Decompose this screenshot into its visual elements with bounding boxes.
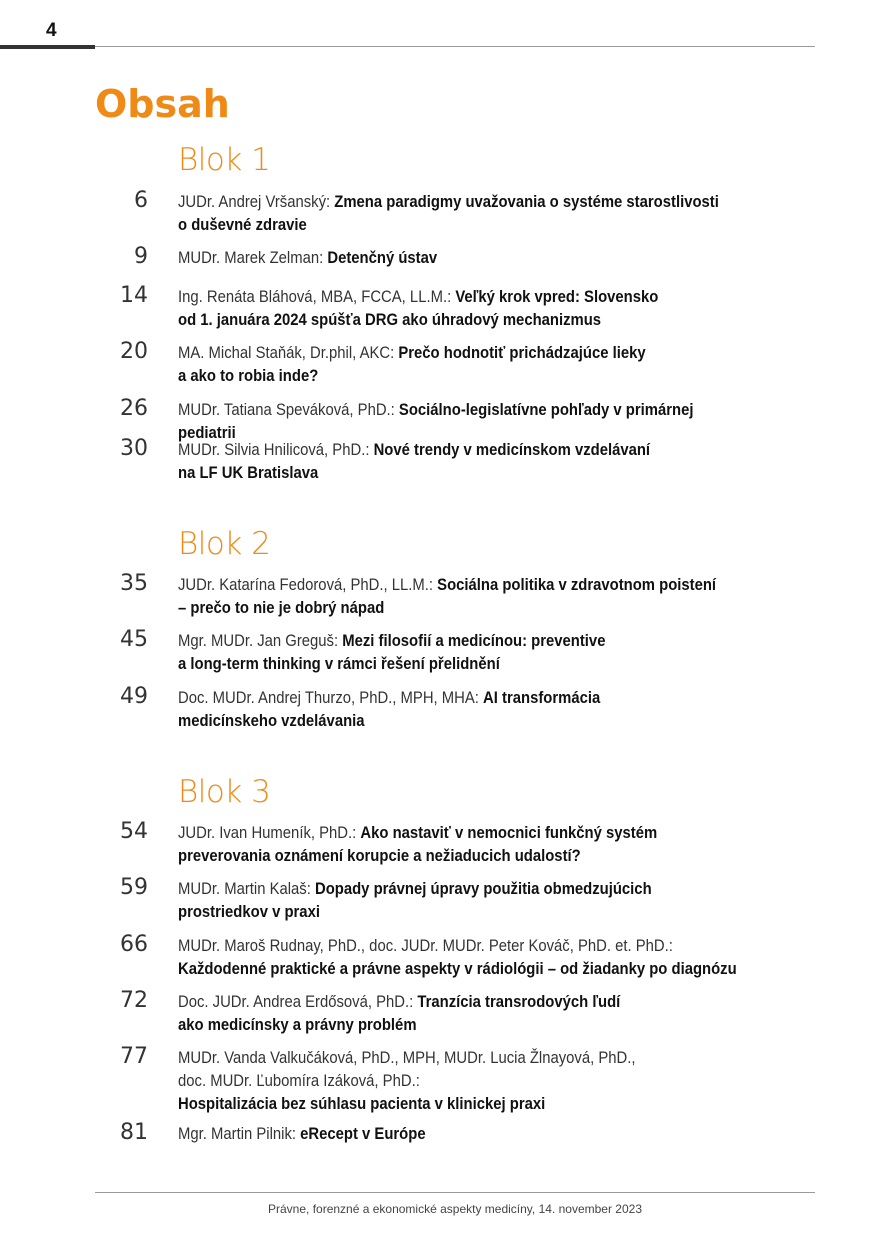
entry-page-number: 14 <box>120 283 148 308</box>
block-heading-3: Blok 3 <box>178 774 271 810</box>
entry-page-number: 72 <box>120 988 148 1013</box>
page-title: Obsah <box>95 82 230 126</box>
entry-title: prostriedkov v praxi <box>178 903 320 921</box>
entry-title: Nové trendy v medicínskom vzdelávaní <box>373 441 651 459</box>
entry-title: Sociálna politika v zdravotnom poistení <box>437 576 717 594</box>
entry-author: Mgr. MUDr. Jan Greguš: <box>178 632 343 650</box>
entry-title: AI transformácia <box>483 689 601 707</box>
header-rule <box>0 46 815 47</box>
entry-author: JUDr. Katarína Fedorová, PhD., LL.M.: <box>178 576 438 594</box>
entry-text <box>178 822 754 868</box>
entry-title: Prečo hodnotiť prichádzajúce lieky <box>398 344 646 362</box>
entry-title: Detenčný ústav <box>327 249 438 267</box>
entry-title: ako medicínsky a právny problém <box>178 1016 417 1034</box>
footer-rule <box>95 1192 815 1193</box>
entry-title: Tranzícia transrodových ľudí <box>417 993 621 1011</box>
entry-title: eRecept v Európe <box>300 1125 426 1143</box>
entry-title: Mezi filosofií a medicínou: preventive <box>342 632 606 650</box>
entry-page-number: 45 <box>120 627 148 652</box>
entry-page-number: 66 <box>120 932 148 957</box>
entry-title: o duševné zdravie <box>178 216 307 234</box>
entry-text <box>178 687 754 733</box>
entry-author: MUDr. Marek Zelman: <box>178 249 328 267</box>
entry-author: JUDr. Andrej Vršanský: <box>178 193 335 211</box>
entry-text <box>178 247 754 270</box>
entry-author: Doc. MUDr. Andrej Thurzo, PhD., MPH, MHA: <box>178 689 484 707</box>
entry-text <box>178 439 754 485</box>
entry-title: Sociálno-legislatívne pohľady v primárnej pediatrii <box>178 401 694 442</box>
entry-title: Dopady právnej úpravy použitia obmedzujúcich <box>314 880 652 898</box>
entry-page-number: 35 <box>120 571 148 596</box>
header-rule-accent <box>0 45 95 49</box>
entry-title: na LF UK Bratislava <box>178 464 319 482</box>
entry-author: JUDr. Ivan Humeník, PhD.: <box>178 824 361 842</box>
entry-page-number: 59 <box>120 875 148 900</box>
block-heading-2: Blok 2 <box>178 526 271 562</box>
entry-title: a long-term thinking v rámci řešení přelidnění <box>178 655 500 673</box>
entry-title: medicínskeho vzdelávania <box>178 712 365 730</box>
entry-page-number: 54 <box>120 819 148 844</box>
page-footer: Právne, forenzné a ekonomické aspekty medicíny, 14. november 2023 <box>268 1202 642 1216</box>
entry-text <box>178 1123 754 1146</box>
entry-author: MA. Michal Staňák, Dr.phil, AKC: <box>178 344 399 362</box>
entry-text <box>178 342 754 388</box>
entry-page-number: 6 <box>134 188 148 213</box>
entry-title: Ako nastaviť v nemocnici funkčný systém <box>360 824 658 842</box>
entry-title: Zmena paradigmy uvažovania o systéme starostlivosti <box>334 193 719 211</box>
entry-page-number: 77 <box>120 1044 148 1069</box>
entry-title: Každodenné praktické a právne aspekty v rádiológii – od žiadanky po diagnózu <box>178 960 737 978</box>
entry-title: od 1. januára 2024 spúšťa DRG ako úhradový mechanizmus <box>178 311 602 329</box>
entry-text <box>178 991 754 1037</box>
entry-author: Ing. Renáta Bláhová, MBA, FCCA, LL.M.: <box>178 288 456 306</box>
entry-author: MUDr. Vanda Valkučáková, PhD., MPH, MUDr. Lucia Žlnayová, PhD., doc. MUDr. Ľubomíra Izáková, PhD.: <box>178 1049 636 1090</box>
entry-page-number: 81 <box>120 1120 148 1145</box>
entry-page-number: 9 <box>134 244 148 269</box>
page-number: 4 <box>46 20 57 41</box>
entry-text <box>178 878 754 924</box>
entry-page-number: 26 <box>120 396 148 421</box>
entry-text <box>178 630 754 676</box>
entry-title: Hospitalizácia bez súhlasu pacienta v klinickej praxi <box>178 1095 546 1113</box>
entry-title: a ako to robia inde? <box>178 367 319 385</box>
entry-author: MUDr. Martin Kalaš: <box>178 880 315 898</box>
entry-author: Doc. JUDr. Andrea Erdősová, PhD.: <box>178 993 418 1011</box>
entry-author: Mgr. Martin Pilnik: <box>178 1125 301 1143</box>
entry-page-number: 49 <box>120 684 148 709</box>
entry-author: MUDr. Maroš Rudnay, PhD., doc. JUDr. MUDr. Peter Kováč, PhD. et. PhD.: <box>178 937 673 955</box>
entry-page-number: 30 <box>120 436 148 461</box>
entry-page-number: 20 <box>120 339 148 364</box>
entry-title: preverovania oznámení korupcie a nežiaducich udalostí? <box>178 847 581 865</box>
entry-author: MUDr. Silvia Hnilicová, PhD.: <box>178 441 374 459</box>
entry-title: – prečo to nie je dobrý nápad <box>178 599 385 617</box>
entry-text <box>178 191 754 237</box>
entry-text <box>178 935 754 981</box>
entry-title: Veľký krok vpred: Slovensko <box>455 288 659 306</box>
entry-text <box>178 574 754 620</box>
entry-author: MUDr. Tatiana Speváková, PhD.: <box>178 401 399 419</box>
entry-text <box>178 1047 664 1116</box>
block-heading-1: Blok 1 <box>178 142 271 178</box>
entry-text <box>178 286 754 332</box>
